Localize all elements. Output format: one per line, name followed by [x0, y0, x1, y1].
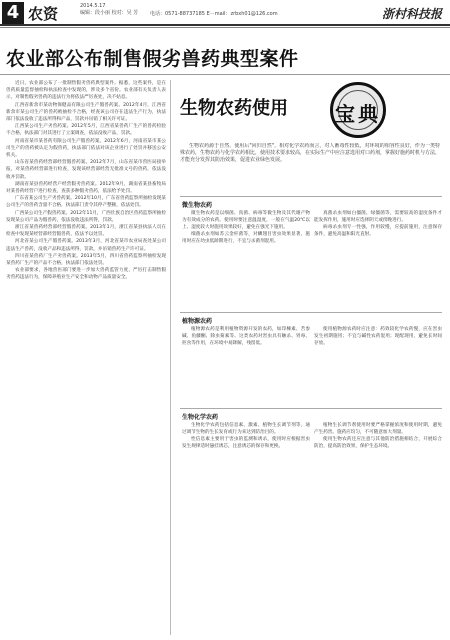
section-paragraph: 微生物农药是以细菌、真菌、病毒等微生物及其代谢产物为有效成分的农药。使用时要注意温湿度，一般在气温20℃以上、湿度较大时施用效果较好，避免在强光下施用。: [182, 211, 310, 230]
header-date: 2014.5.17: [80, 3, 106, 9]
article-paragraph: 河南省某市某兽药有限公司生产假兽药案。2012年6月，河南省某市某公司生产的兽药被认定为假兽药，执法部门依法对该企业进行了处罚并移送公安机关。: [6, 138, 166, 159]
header-rule: [0, 24, 450, 26]
article-paragraph: 江西省新余市某动物保健品有限公司生产假兽药案。2012年4月，江西省新余市某公司生产的兽药被抽检不合格，经查该公司存在违法生产行为，执法部门依法没收了违法所得和产品，罚款并吊销了相关许可证。: [6, 102, 166, 123]
section-microbial-col1: [182, 210, 310, 308]
intro-paragraph: 生物农药源于自然，使用后"回归自然"，相对化学农药而言，对人畜毒性较低，对环境的相容性良好，作为一类特殊农药，生物农药与化学农药相比，使用技术要求较高，在实际生产中应注意选用对口药剂，掌握好施药时机与方法，才能充分发挥其防治效果，促进农业绿色发展。: [180, 143, 440, 164]
section-rule: [180, 408, 442, 409]
section-microbial-col2: [314, 210, 442, 308]
section-paragraph: 使用生物农药还应注意与其他防治措施相结合，开展综合防治，提高防治效果，保护生态环境。: [314, 437, 442, 449]
subhead-microbial: 微生物农药: [182, 202, 213, 209]
article-paragraph: 江西某公司生产劣兽药案。2012年5月，江西省某兽药厂生产的兽药检验不合格，执法部门对其进行了立案调查，依法没收产品，罚款。: [6, 124, 166, 137]
section-paragraph: 病毒杀虫剂专一性强，作用较慢，应提前施用，注意保存条件，避免高温和阳光直射。: [314, 225, 442, 237]
section-paragraph: 植物源农药是利用植物资源开发的农药，如印楝素、苦参碱、鱼藤酮、除虫菊素等。这类农药对害虫具有触杀、胃毒、拒食等作用，在环境中易降解，残留低。: [182, 327, 310, 346]
section-rule: [180, 312, 442, 313]
main-headline: 农业部公布制售假劣兽药典型案件: [6, 48, 299, 70]
section-rule: [180, 196, 442, 197]
feature-stamp-badge: [330, 82, 386, 138]
header-rule-thin: [0, 27, 450, 28]
section-title: 农资: [28, 5, 59, 23]
headline-rule: [0, 74, 450, 75]
section-botanical-col2: [314, 326, 442, 404]
article-paragraph: 湖南省某县兽药经营户经营假劣兽药案。2012年9月，湖南省某县畜牧局对某兽药经营户进行检查，查获多种假劣兽药，依法给予处罚。: [6, 181, 166, 195]
page-number: 4: [2, 2, 24, 24]
article-paragraph: 浙江省某兽药经营部经营假兽药案。2013年1月，浙江省某县执法人员在检查中发现某经营部经营假兽药，依法予以处罚。: [6, 225, 166, 238]
page-header: [0, 0, 450, 24]
subhead-botanical: 植物源农药: [182, 318, 213, 325]
header-editor: 编辑：段小丽 校对：吴 芳: [80, 10, 139, 16]
stamp-text: 宝典: [335, 102, 381, 126]
article-paragraph: 河北省某公司生产假兽药案。2013年3月，河北省某市农业局查处某公司违法生产兽药，没收产品和违法所得，罚款，并吊销兽药生产许可证。: [6, 239, 166, 252]
article-body: [6, 80, 166, 635]
header-contact: 电话：0571-88737185 E－mail：zrbxh01@126.com: [150, 11, 278, 17]
subhead-biochemical: 生物化学农药: [182, 414, 219, 421]
header-meta: [80, 3, 138, 17]
section-paragraph: 生物化学农药包括信息素、激素、植物生长调节剂等，通过调节生物的生长发育或行为来达到防治目的。: [182, 423, 310, 435]
section-botanical-col1: [182, 326, 310, 404]
section-paragraph: 植物生长调节剂使用时要严格掌握浓度和使用时期，避免产生药害。施药应均匀，不可随意加大剂量。: [314, 423, 442, 435]
section-paragraph: 性信息素主要用于害虫的监测和诱杀，使用时应根据害虫发生规律适时悬挂诱芯，注意诱芯的保存和更换。: [182, 437, 310, 449]
feature-title: 生物农药使用: [180, 98, 288, 119]
masthead-logo: 浙村科技报: [381, 7, 442, 21]
section-paragraph: 细菌杀虫剂如苏云金杆菌等，对鳞翅目害虫效果显著，施用时应在幼虫低龄期进行，不宜与杀菌剂混用。: [182, 232, 310, 244]
article-paragraph: 山东省某兽药经营部经营假兽药案。2012年7月，山东省某市兽医局接举报，对某兽药经营部进行检查，发现该经营部经营无批准文号的兽药，依法没收并罚款。: [6, 160, 166, 180]
section-biochemical-col2: [314, 422, 442, 634]
article-paragraph: 广东省某公司生产劣兽药案。2012年10月，广东省兽药监察所抽检发现某公司生产的兽药含量不合格，执法部门责令其停产整顿，依法处罚。: [6, 196, 166, 209]
article-paragraph: 近日，农业部公布了一批制售假劣兽药典型案件。据悉，这些案件，是在兽药质量监督抽检和执法检查中发现的，涉及多个省份。农业部有关负责人表示，对制售假劣兽药的违法行为将依法严厉查处，决不姑息。: [6, 81, 166, 101]
feature-intro: [180, 143, 440, 193]
article-paragraph: 四川省某兽药厂生产劣兽药案。2013年5月，四川省兽药监察所抽检发现某兽药厂生产的产品不合格，执法部门依法处罚。: [6, 253, 166, 267]
article-paragraph: 广西某公司生产假兽药案。2012年11月，广西壮族自治区兽药监察所抽检发现某公司产品为假兽药，依法没收违法所得，罚款。: [6, 210, 166, 223]
section-paragraph: 使用植物源农药时应注意：药效较化学农药慢，应在害虫发生初期施用；不宜与碱性农药混用；现配现用，避免长时间存放。: [314, 327, 442, 346]
article-paragraph: 农业部要求，各地兽医部门要进一步加大兽药监管力度，严厉打击制售假劣兽药违法行为，保障养殖业生产安全和动物产品质量安全。: [6, 268, 166, 281]
column-divider: [170, 80, 171, 635]
section-biochemical-col1: [182, 422, 310, 634]
section-paragraph: 真菌杀虫剂如白僵菌、绿僵菌等，需要较高的湿度条件才能发挥作用，施用时应选择阴天或傍晚进行。: [314, 211, 442, 223]
